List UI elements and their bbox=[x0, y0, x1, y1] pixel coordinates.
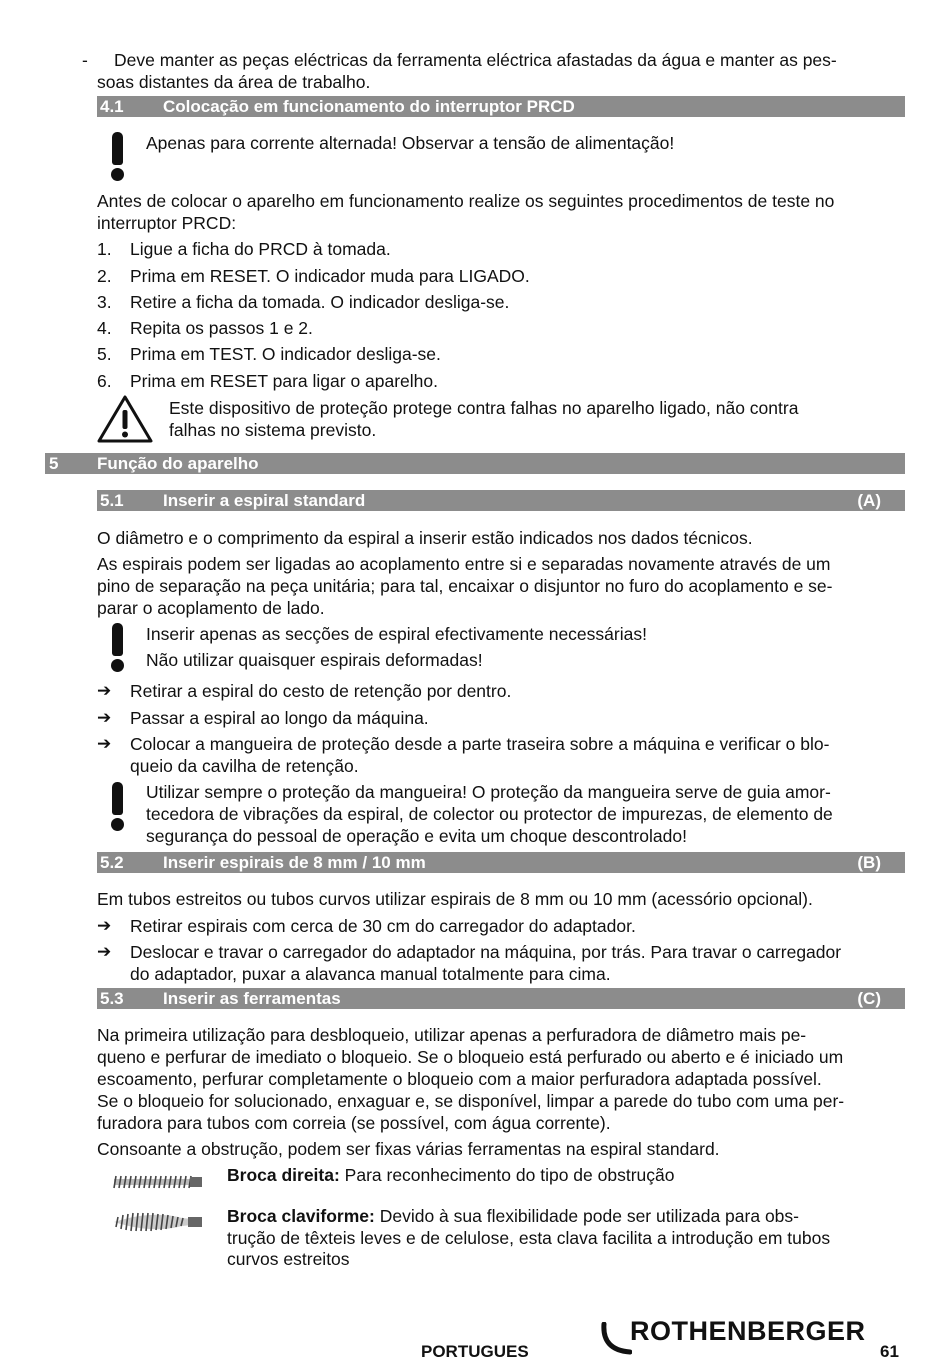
coupling-text-line-1: As espirais podem ser ligadas ao acoplamento entre si e separadas novamente através de um bbox=[97, 554, 831, 574]
arrow-right-icon: ➔ bbox=[97, 916, 112, 935]
section-4-1-header bbox=[97, 96, 905, 117]
prcd-intro-line-2: interruptor PRCD: bbox=[97, 213, 237, 233]
arrow-right-icon: ➔ bbox=[97, 734, 112, 753]
figure-reference: (C) bbox=[857, 989, 881, 1008]
section-number: 5 bbox=[49, 454, 59, 473]
arrow-right-icon: ➔ bbox=[97, 681, 112, 700]
caution-line-1: Este dispositivo de proteção protege contra falhas no aparelho ligado, não contra bbox=[169, 398, 799, 418]
arrow-right-icon: ➔ bbox=[97, 942, 112, 961]
logo-swoosh bbox=[600, 1322, 632, 1356]
warning-spiral-sections: Inserir apenas as secções de espiral efectivamente necessárias! bbox=[146, 624, 647, 644]
tools-text-line-3: escoamento, perfurar completamente o bloqueio com a maior perfuradora adaptada possível. bbox=[97, 1069, 822, 1089]
coupling-text-line-3: parar o acoplamento de lado. bbox=[97, 598, 325, 618]
warning-triangle-icon bbox=[96, 394, 154, 444]
club-drill-image bbox=[112, 1208, 206, 1236]
spiral-dimensions-text: O diâmetro e o comprimento da espiral a inserir estão indicados nos dados técnicos. bbox=[97, 528, 753, 548]
tool-club-drill-line-3: curvos estreitos bbox=[227, 1249, 350, 1269]
tool-club-drill-line-2: trução de têxteis leves e de celulose, esta clava facilita a introdução em tubos bbox=[227, 1228, 831, 1248]
tool-description: Devido à sua flexibilidade pode ser utilizada para obs- bbox=[374, 1206, 799, 1226]
hose-warning-line-2: tecedora de vibrações da espiral, de colector ou protector de impurezas, de elemento de bbox=[146, 804, 833, 824]
arrow-continuation: do adaptador, puxar a alavanca manual totalmente para cima. bbox=[130, 964, 611, 984]
section-number: 5.2 bbox=[100, 853, 124, 872]
tools-text-line-5: furadora para tubos com correia (se possível, com água corrente). bbox=[97, 1113, 611, 1133]
section-5-2-header bbox=[97, 852, 905, 873]
figure-reference: (A) bbox=[857, 491, 881, 510]
section-5-header bbox=[45, 453, 905, 474]
prcd-intro-line-1: Antes de colocar o aparelho em funcionamento realize os seguintes procedimentos de teste no bbox=[97, 191, 835, 211]
section-title: Colocação em funcionamento do interruptor PRCD bbox=[163, 97, 575, 116]
figure-reference: (B) bbox=[857, 853, 881, 872]
arrow-right-icon: ➔ bbox=[97, 708, 112, 727]
section-number: 5.1 bbox=[100, 491, 124, 510]
arrow-continuation: queio da cavilha de retenção. bbox=[130, 756, 359, 776]
caution-line-2: falhas no sistema previsto. bbox=[169, 420, 377, 440]
section-title: Função do aparelho bbox=[97, 454, 259, 473]
section-title: Inserir a espiral standard bbox=[163, 491, 366, 510]
intro-line-2: soas distantes da área de trabalho. bbox=[97, 72, 371, 92]
brand-logo bbox=[600, 1316, 866, 1360]
brand-name: ROTHENBERGER bbox=[630, 1316, 866, 1346]
intro-line-1: Deve manter as peças eléctricas da ferramenta eléctrica afastadas da água e manter as pes- bbox=[114, 50, 837, 70]
section-number: 5.3 bbox=[100, 989, 124, 1008]
hose-warning-line-3: segurança do pessoal de operação e evita um choque descontrolado! bbox=[146, 826, 687, 846]
section-5-1-header bbox=[97, 490, 905, 511]
tools-text-line-4: Se o bloqueio for solucionado, enxaguar e, se disponível, limpar a parede do tubo com uma per- bbox=[97, 1091, 845, 1111]
tools-text-line-1: Na primeira utilização para desbloqueio, utilizar apenas a perfuradora de diâmetro mais pe- bbox=[97, 1025, 807, 1045]
tools-text-line-2: queno e perfurar de imediato o bloqueio. Se o bloqueio está perfurado ou aberto e é iniciado um bbox=[97, 1047, 844, 1067]
section-5-3-header bbox=[97, 988, 905, 1009]
page-number: 61 bbox=[880, 1342, 899, 1361]
footer-language: PORTUGUES bbox=[421, 1342, 529, 1361]
tool-description: Para reconhecimento do tipo de obstrução bbox=[339, 1165, 675, 1185]
tools-intro: Consoante a obstrução, podem ser fixas várias ferramentas na espiral standard. bbox=[97, 1139, 720, 1159]
straight-drill-image bbox=[112, 1171, 204, 1193]
section-title: Inserir as ferramentas bbox=[163, 989, 341, 1008]
narrow-tubes-text: Em tubos estreitos ou tubos curvos utilizar espirais de 8 mm ou 10 mm (acessório opcional). bbox=[97, 889, 813, 909]
warning-ac-only: Apenas para corrente alternada! Observar a tensão de alimentação! bbox=[146, 133, 675, 153]
tool-straight-drill bbox=[227, 1164, 907, 1186]
tool-club-drill bbox=[227, 1205, 907, 1227]
intro-dash: - bbox=[82, 50, 88, 70]
section-title: Inserir espirais de 8 mm / 10 mm bbox=[163, 853, 426, 872]
warning-deformed-spirals: Não utilizar quaisquer espirais deformadas! bbox=[146, 650, 483, 670]
coupling-text-line-2: pino de separação na peça unitária; para tal, encaixar o disjuntor no furo do acoplamento e se- bbox=[97, 576, 833, 596]
tool-name: Broca claviforme: bbox=[227, 1206, 375, 1226]
section-number: 4.1 bbox=[100, 97, 124, 116]
hose-warning-line-1: Utilizar sempre o proteção da mangueira! O proteção da mangueira serve de guia amor- bbox=[146, 782, 831, 802]
tool-name: Broca direita: bbox=[227, 1165, 340, 1185]
